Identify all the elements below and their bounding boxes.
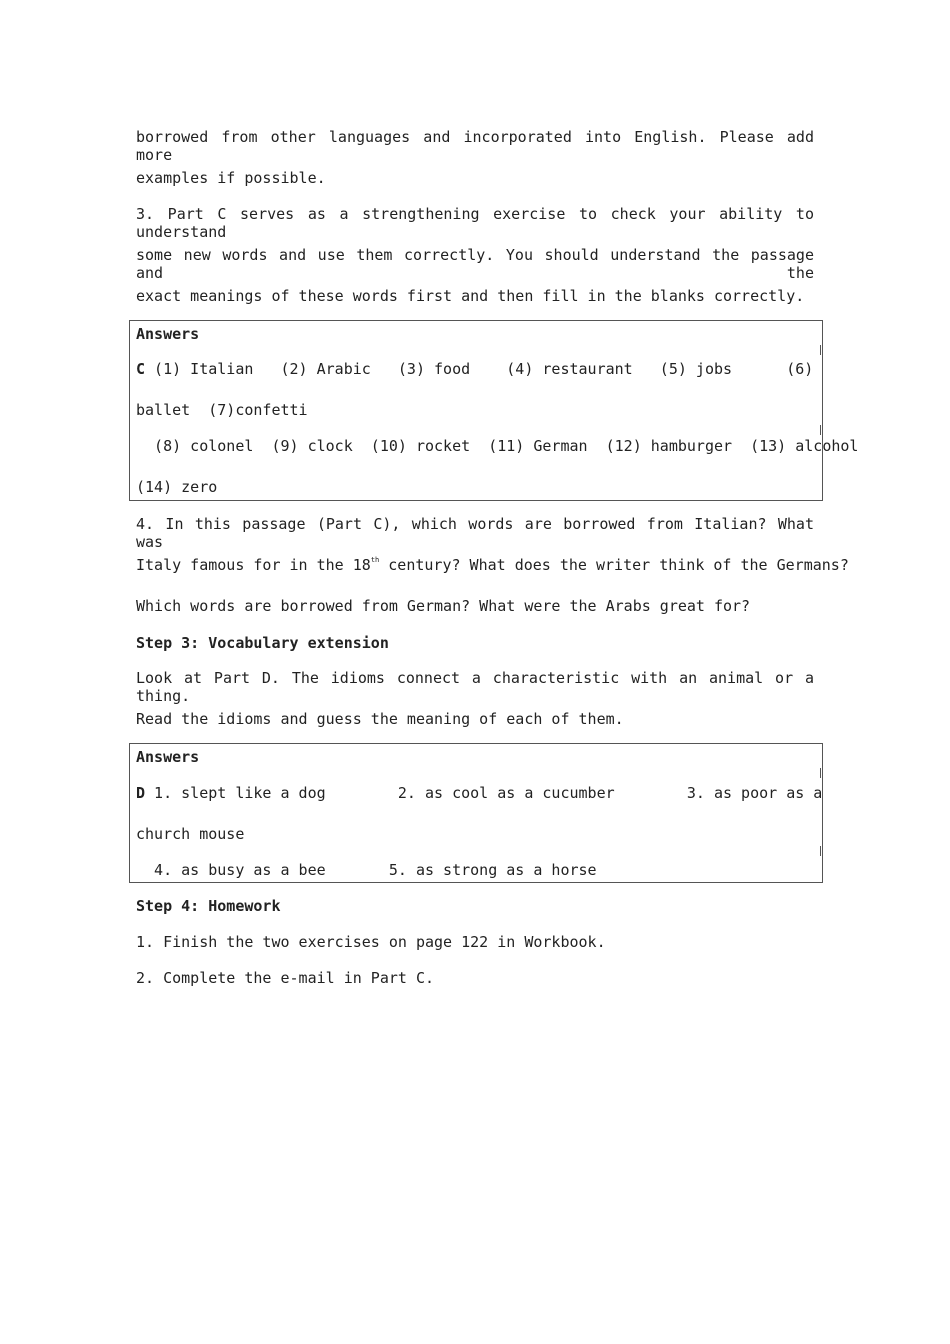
answers-c-line-3: (8) colonel (9) clock (10) rocket (11) German (12) hamburger (13) alcohol bbox=[136, 437, 859, 455]
answers-d-line-3: 4. as busy as a bee 5. as strong as a horse bbox=[136, 861, 597, 879]
box-tick bbox=[820, 768, 821, 778]
item3-line-1: 3. Part C serves as a strengthening exercise to check your ability to understand bbox=[136, 205, 814, 241]
answers-c-line-4: (14) zero bbox=[136, 478, 218, 496]
box-tick bbox=[129, 846, 130, 856]
answers-d-line-2: church mouse bbox=[136, 825, 245, 843]
answers-d-text-1: 1. slept like a dog 2. as cool as a cucumber 3. as poor as a bbox=[145, 784, 823, 802]
answers-d-line-1 bbox=[136, 784, 822, 802]
item4-line-2-a: Italy famous for in the 18 bbox=[136, 556, 371, 574]
item4-line-2 bbox=[136, 556, 849, 574]
answers-c-line-2: ballet (7)confetti bbox=[136, 401, 308, 419]
step3-line-1: Look at Part D. The idioms connect a characteristic with an animal or a thing. bbox=[136, 669, 814, 705]
item4-line-1: 4. In this passage (Part C), which words are borrowed from Italian? What was bbox=[136, 515, 814, 551]
item3-line-3: exact meanings of these words first and then fill in the blanks correctly. bbox=[136, 287, 805, 305]
item4-line-3: Which words are borrowed from German? What were the Arabs great for? bbox=[136, 597, 751, 615]
answers-c-heading: Answers bbox=[136, 325, 200, 343]
step3-line-2: Read the idioms and guess the meaning of each of them. bbox=[136, 710, 624, 728]
item4-line-2-b: century? What does the writer think of the Germans? bbox=[379, 556, 849, 574]
intro-line-2: examples if possible. bbox=[136, 169, 326, 187]
step4-item-1: 1. Finish the two exercises on page 122 in Workbook. bbox=[136, 933, 606, 951]
answers-d-heading: Answers bbox=[136, 748, 200, 766]
superscript-th: th bbox=[370, 556, 380, 564]
answers-c-line-1 bbox=[136, 360, 813, 378]
step4-heading: Step 4: Homework bbox=[136, 897, 281, 915]
item3-line-2: some new words and use them correctly. You should understand the passage and the bbox=[136, 246, 814, 282]
step4-item-2: 2. Complete the e-mail in Part C. bbox=[136, 969, 435, 987]
step3-heading: Step 3: Vocabulary extension bbox=[136, 634, 389, 652]
box-tick bbox=[820, 846, 821, 856]
answers-c-label: C bbox=[136, 360, 146, 378]
answers-c-text-1: (1) Italian (2) Arabic (3) food (4) restaurant (5) jobs (6) bbox=[145, 360, 814, 378]
box-tick bbox=[820, 425, 821, 435]
box-tick bbox=[820, 345, 821, 355]
answers-d-label: D bbox=[136, 784, 146, 802]
intro-line-1: borrowed from other languages and incorporated into English. Please add more bbox=[136, 128, 814, 164]
